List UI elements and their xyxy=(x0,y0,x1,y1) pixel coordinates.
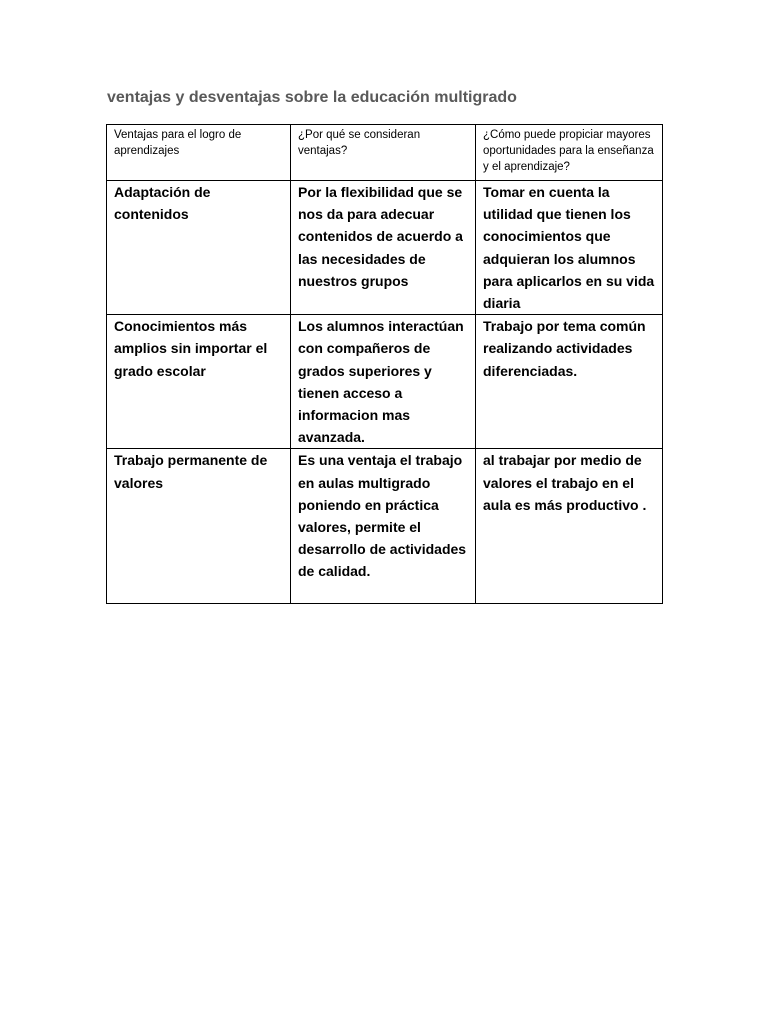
table-row xyxy=(107,181,663,315)
page-title: ventajas y desventajas sobre la educación multigrado xyxy=(107,89,517,106)
table-header-row xyxy=(107,125,663,181)
header-como: ¿Cómo puede propiciar mayores oportunidades para la enseñanza y el aprendizaje? xyxy=(476,125,663,181)
table-cell: Adaptación de contenidos xyxy=(107,181,291,315)
header-ventajas: Ventajas para el logro de aprendizajes xyxy=(107,125,291,181)
header-por-que: ¿Por qué se consideran ventajas? xyxy=(291,125,476,181)
table-cell: Trabajo permanente de valores xyxy=(107,449,291,604)
table-cell: Por la flexibilidad que se nos da para adecuar contenidos de acuerdo a las necesidades de nuestros grupos xyxy=(291,181,476,315)
table-cell: Trabajo por tema común realizando actividades diferenciadas. xyxy=(476,315,663,449)
table-row xyxy=(107,315,663,449)
table-row xyxy=(107,449,663,604)
table-cell: Los alumnos interactúan con compañeros de grados superiores y tienen acceso a informacion mas avanzada. xyxy=(291,315,476,449)
table-cell: al trabajar por medio de valores el trabajo en el aula es más productivo . xyxy=(476,449,663,604)
table-cell: Tomar en cuenta la utilidad que tienen los conocimientos que adquieran los alumnos para aplicarlos en su vida diaria xyxy=(476,181,663,315)
table-cell: Conocimientos más amplios sin importar el grado escolar xyxy=(107,315,291,449)
table-cell: Es una ventaja el trabajo en aulas multigrado poniendo en práctica valores, permite el desarrollo de actividades de calidad. xyxy=(291,449,476,604)
advantages-table xyxy=(106,124,663,604)
